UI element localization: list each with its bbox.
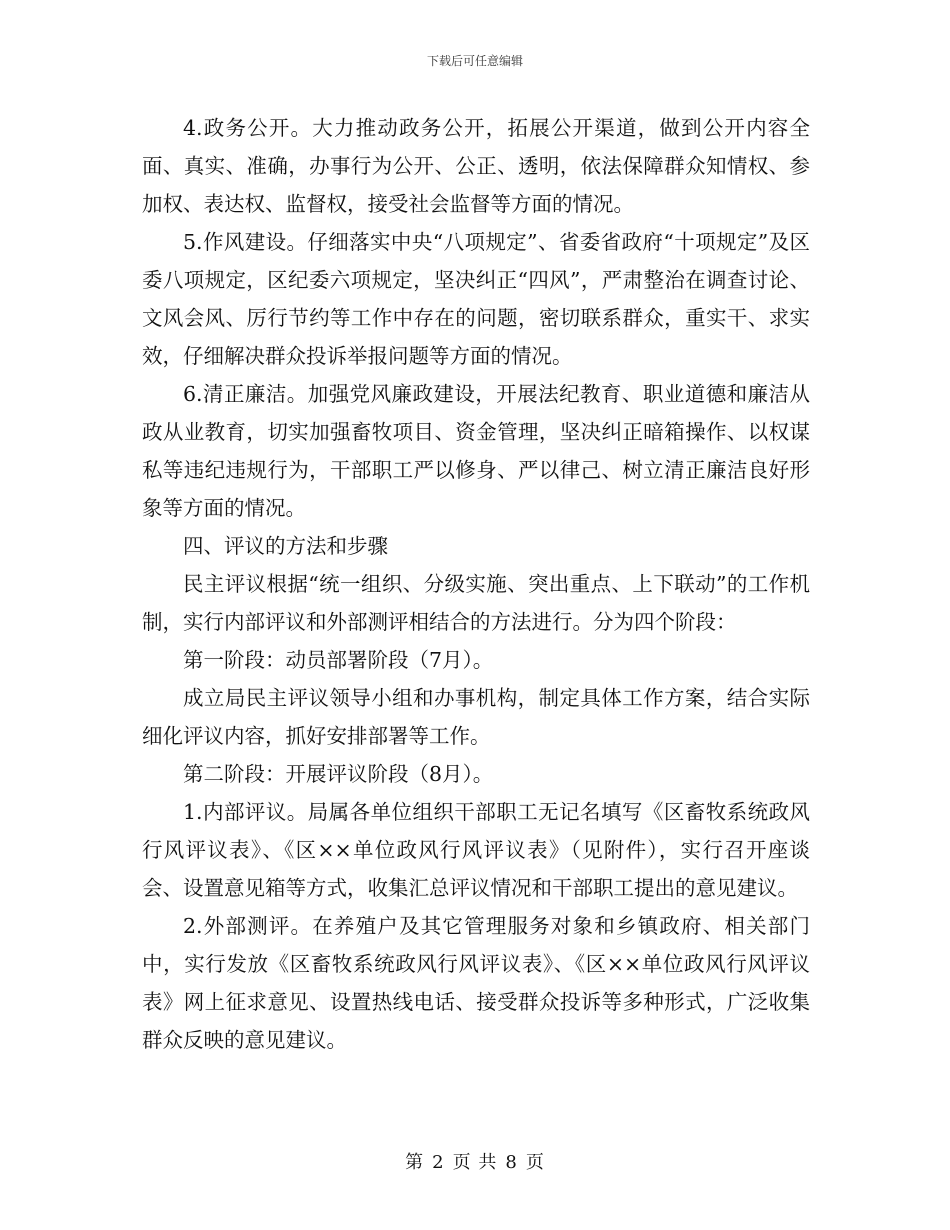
paragraph-internal-evaluation: 1.内部评议。局属各单位组织干部职工无记名填写《区畜牧系统政风行风评议表》、《区××单位政风行风评议表》（见附件），实行召开座谈会、设置意见箱等方式，收集汇总评议情况和干部职工提出的意见建议。 <box>142 800 810 900</box>
paragraph-stage-one: 成立局民主评议领导小组和办事机构，制定具体工作方案，结合实际细化评议内容，抓好安排部署等工作。 <box>142 686 810 748</box>
total-page-count: 8 <box>505 1152 518 1173</box>
footer-middle: 页 共 <box>452 1152 498 1173</box>
current-page-number: 2 <box>432 1152 445 1173</box>
stage-two-heading: 第二阶段：开展评议阶段（8月）。 <box>183 762 494 786</box>
document-body <box>142 109 810 1059</box>
page-number-footer <box>0 1148 950 1174</box>
paragraph-political-openness: 4.政务公开。大力推动政务公开，拓展公开渠道，做到公开内容全面、真实、准确，办事行为公开、公正、透明，依法保障群众知情权、参加权、表达权、监督权，接受社会监督等方面的情况。 <box>142 116 810 216</box>
stage-one-heading: 第一阶段：动员部署阶段（7月）。 <box>183 648 494 672</box>
paragraph-integrity: 6.清正廉洁。加强党风廉政建设，开展法纪教育、职业道德和廉洁从政从业教育，切实加强畜牧项目、资金管理，坚决纠正暗箱操作、以权谋私等违纪违规行为，干部职工严以修身、严以律己、树立清正廉洁良好形象等方面的情况。 <box>142 382 810 520</box>
paragraph-evaluation-intro: 民主评议根据“统一组织、分级实施、突出重点、上下联动”的工作机制，实行内部评议和外部测评相结合的方法进行。分为四个阶段： <box>142 572 810 634</box>
footer-prefix: 第 <box>405 1152 425 1173</box>
paragraph-work-style: 5.作风建设。仔细落实中央“八项规定”、省委省政府“十项规定”及区委八项规定，区纪委六项规定，坚决纠正“四风”，严肃整治在调查讨论、文风会风、厉行节约等工作中存在的问题，密切联系群众，重实干、求实效，仔细解决群众投诉举报问题等方面的情况。 <box>142 230 810 368</box>
footer-suffix: 页 <box>525 1152 545 1173</box>
header-note: 下载后可任意编辑 <box>426 54 523 68</box>
paragraph-external-evaluation: 2.外部测评。在养殖户及其它管理服务对象和乡镇政府、相关部门中，实行发放《区畜牧系统政风行风评议表》、《区××单位政风行风评议表》网上征求意见、设置热线电话、接受群众投诉等多种形式，广泛收集群众反映的意见建议。 <box>142 914 810 1052</box>
section-heading-methods: 四、评议的方法和步骤 <box>183 534 388 558</box>
